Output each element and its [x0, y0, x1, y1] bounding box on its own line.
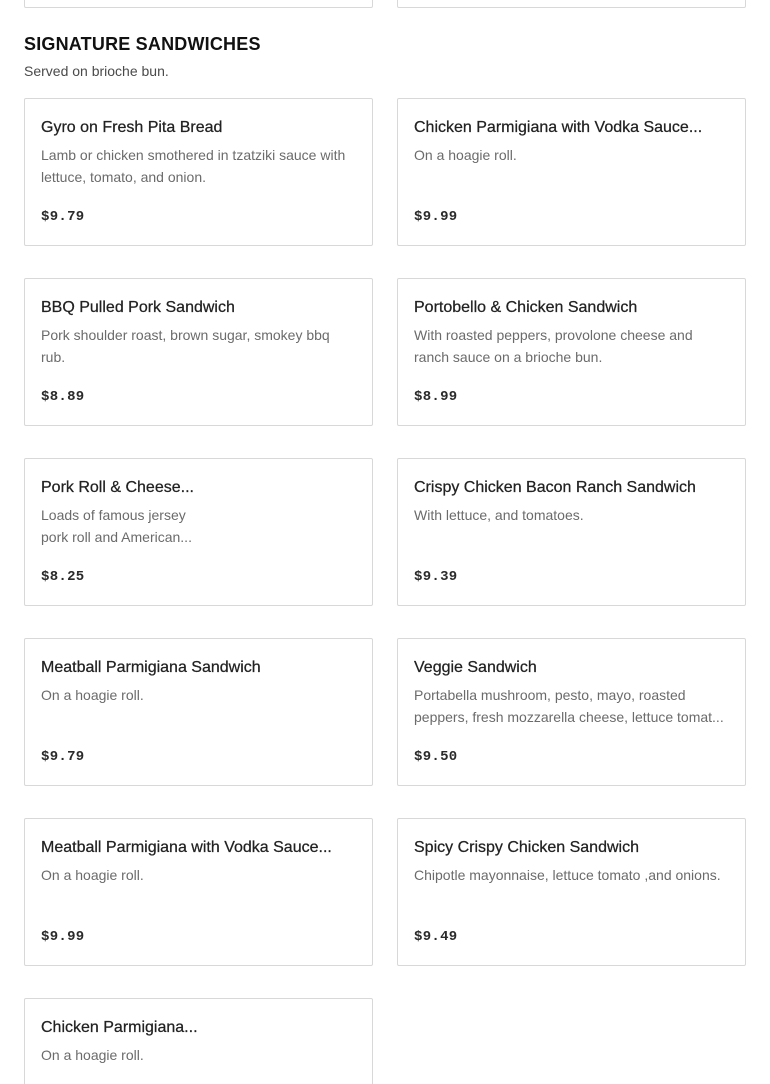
- section-subtitle: Served on brioche bun.: [24, 63, 169, 79]
- menu-item-description: Chipotle mayonnaise, lettuce tomato ,and onions.: [414, 867, 721, 883]
- menu-item-name: Meatball Parmigiana Sandwich: [41, 659, 261, 676]
- menu-item-name: Chicken Parmigiana with Vodka Sauce...: [414, 119, 703, 136]
- previous-menu-item-card[interactable]: [24, 0, 373, 8]
- menu-item-card[interactable]: [397, 98, 746, 246]
- menu-item-description: Pork shoulder roast, brown sugar, smokey bbq rub.: [41, 327, 330, 365]
- menu-item-card[interactable]: [24, 638, 373, 786]
- menu-item-card[interactable]: [24, 458, 373, 606]
- menu-item-card[interactable]: [24, 98, 373, 246]
- menu-item-price: $9.99: [414, 209, 458, 225]
- menu-item-price: $9.99: [41, 929, 85, 945]
- menu-item-card[interactable]: [24, 998, 373, 1084]
- menu-item-description: Loads of famous jersey pork roll and American...: [41, 507, 192, 545]
- menu-item-card[interactable]: [397, 278, 746, 426]
- menu-item-name: Spicy Crispy Chicken Sandwich: [414, 839, 639, 856]
- menu-item-description: On a hoagie roll.: [414, 147, 517, 163]
- menu-item-price: $9.79: [41, 749, 85, 765]
- menu-item-card[interactable]: [24, 818, 373, 966]
- menu-item-name: BBQ Pulled Pork Sandwich: [41, 299, 235, 316]
- menu-item-name: Veggie Sandwich: [414, 659, 537, 676]
- previous-section-cards: [24, 0, 746, 8]
- menu-item-name: Meatball Parmigiana with Vodka Sauce...: [41, 839, 332, 856]
- menu-item-description: Lamb or chicken smothered in tzatziki sauce with lettuce, tomato, and onion.: [41, 147, 346, 185]
- menu-item-description: Portabella mushroom, pesto, mayo, roasted peppers, fresh mozzarella cheese, lettuce tomat...: [414, 687, 724, 725]
- menu-item-price: $9.49: [414, 929, 458, 945]
- menu-item-price: $8.89: [41, 389, 85, 405]
- previous-menu-item-card[interactable]: [397, 0, 746, 8]
- menu-item-price: $9.39: [414, 569, 458, 585]
- menu-items-grid: [24, 98, 746, 1084]
- menu-item-card[interactable]: [397, 458, 746, 606]
- menu-item-name: Pork Roll & Cheese...: [41, 479, 194, 496]
- menu-item-price: $9.79: [41, 209, 85, 225]
- menu-item-description: On a hoagie roll.: [41, 687, 144, 703]
- menu-item-name: Chicken Parmigiana...: [41, 1019, 198, 1036]
- menu-item-price: $9.50: [414, 749, 458, 765]
- menu-item-card[interactable]: [397, 638, 746, 786]
- menu-item-card[interactable]: [24, 278, 373, 426]
- menu-item-description: On a hoagie roll.: [41, 867, 144, 883]
- menu-item-name: Crispy Chicken Bacon Ranch Sandwich: [414, 479, 696, 496]
- menu-item-description: With roasted peppers, provolone cheese and ranch sauce on a brioche bun.: [414, 327, 693, 365]
- section-title: SIGNATURE SANDWICHES: [24, 34, 261, 54]
- menu-item-description: On a hoagie roll.: [41, 1047, 144, 1063]
- menu-section-header: [24, 33, 746, 80]
- menu-item-price: $8.99: [414, 389, 458, 405]
- menu-item-description: With lettuce, and tomatoes.: [414, 507, 584, 523]
- menu-item-name: Portobello & Chicken Sandwich: [414, 299, 638, 316]
- menu-item-name: Gyro on Fresh Pita Bread: [41, 119, 223, 136]
- menu-item-price: $8.25: [41, 569, 85, 585]
- menu-item-card[interactable]: [397, 818, 746, 966]
